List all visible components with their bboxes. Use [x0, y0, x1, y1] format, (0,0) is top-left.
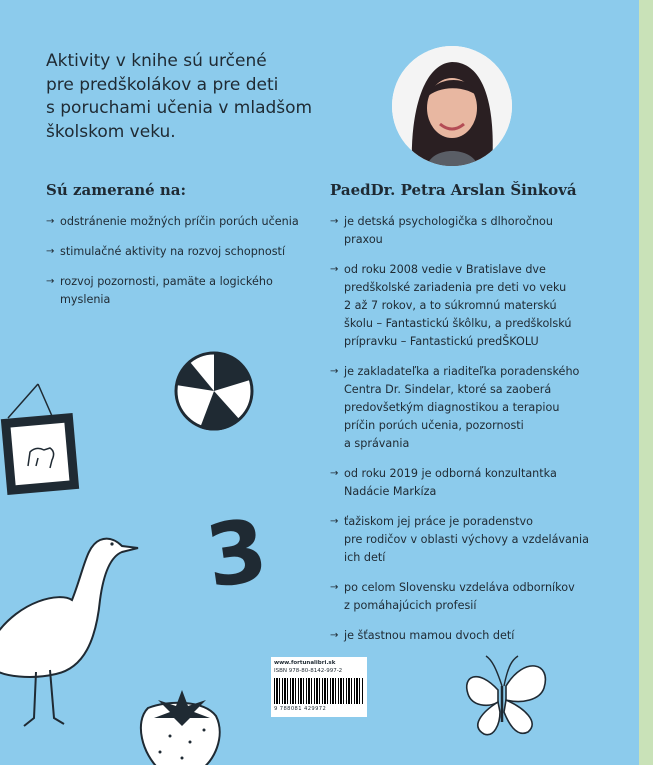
strawberry-icon: [141, 690, 220, 765]
barcode-box: [271, 657, 367, 717]
intro-text: Aktivity v knihe sú určené pre predškolákov a pre deti s poruchami učenia v mladšom školskom veku.: [46, 51, 313, 142]
bio-item: → ťažiskom jej práce je poradenstvo pre rodičov v oblasti výchovy a vzdelávania ich detí: [330, 513, 620, 567]
focus-item: → rozvoj pozornosti, pamäte a logického myslenia: [46, 273, 316, 309]
publisher-url: www.fortunalibri.sk: [274, 660, 336, 666]
butterfly-icon: [467, 656, 546, 735]
barcode-icon: [274, 678, 364, 704]
bio-item: → je šťastnou mamou dvoch detí: [330, 627, 620, 645]
bio-item: → je zakladateľka a riaditeľka poradenského Centra Dr. Sindelar, ktoré sa zaoberá predovšetkým diagnostikou a terapiou príčin porúch učenia, pozornosti a správania: [330, 363, 620, 453]
isbn-text: ISBN 978-80-8142-997-2: [274, 668, 343, 674]
bio-item: → po celom Slovensku vzdeláva odborníkov z pomáhajúcich profesií: [330, 579, 620, 615]
bio-item: → je detská psychologička s dlhoročnou praxou: [330, 213, 620, 249]
ball-icon: [176, 353, 252, 431]
bio-item: → od roku 2008 vedie v Bratislave dve predškolské zariadenia pre deti vo veku 2 až 7 rokov, a to súkromnú materskú školu – Fantastickú škôlku, a predškolskú prípravku – Fantastickú predŠKOLU: [330, 261, 620, 351]
focus-item: → stimulačné aktivity na rozvoj schopností: [46, 243, 316, 261]
bio-item: → od roku 2019 je odborná konzultantka Nadácie Markíza: [330, 465, 620, 501]
barcode-digits: 9 788081 429972: [274, 706, 327, 712]
framed-dog-picture-icon: [1, 384, 79, 495]
goose-icon: [0, 539, 138, 726]
author-name: PaedDr. Petra Arslan Šinková: [330, 181, 577, 199]
focus-item: → odstránenie možných príčin porúch učenia: [46, 213, 316, 231]
number-three: 3: [199, 500, 274, 608]
left-heading: Sú zamerané na:: [46, 181, 187, 199]
